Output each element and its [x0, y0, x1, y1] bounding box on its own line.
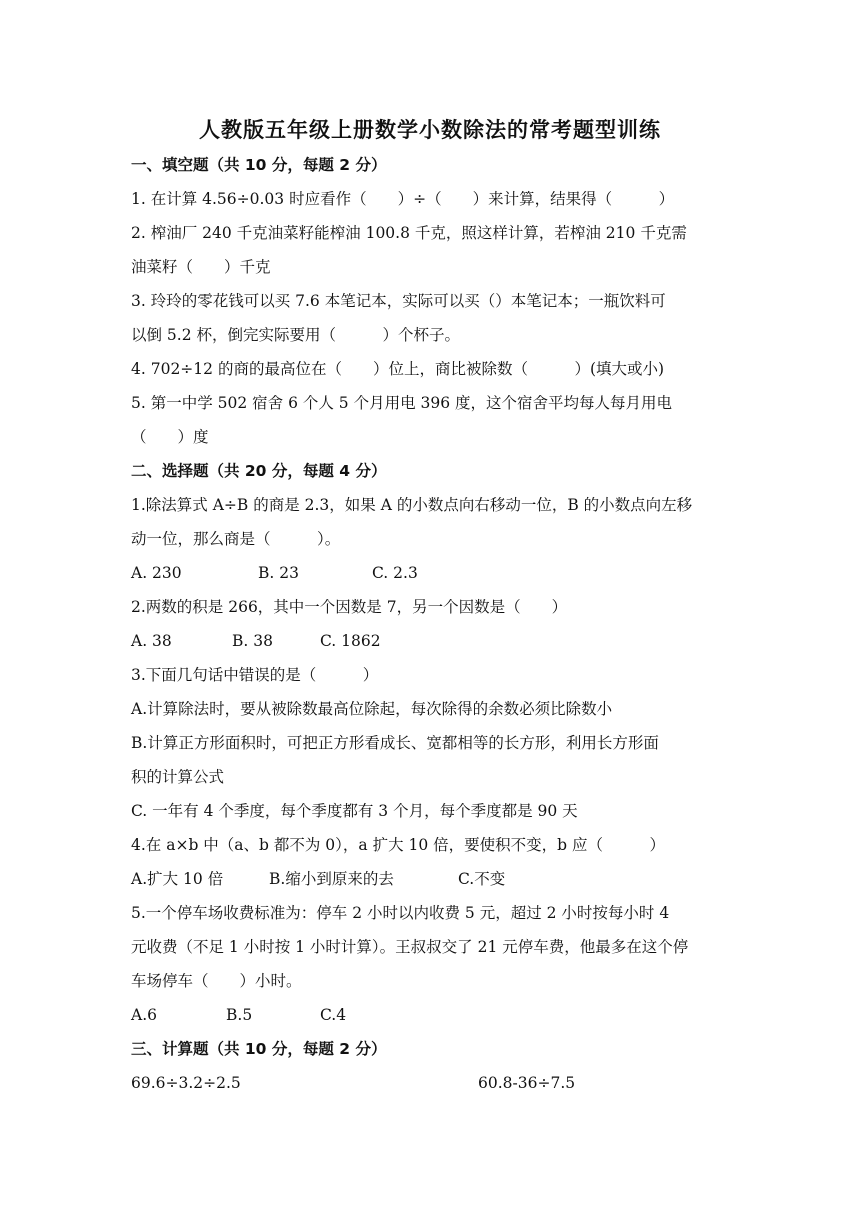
- question-text: 油菜籽（ ）千克: [131, 258, 271, 276]
- option-b: B.5: [226, 1006, 253, 1024]
- option-b: B. 38: [232, 632, 273, 650]
- option-a: A. 230: [131, 564, 182, 582]
- question-text: 积的计算公式: [131, 768, 225, 786]
- question-text: 动一位，那么商是（ ）。: [131, 530, 341, 548]
- option-c: C.4: [320, 1006, 347, 1024]
- question-text: （ ）度: [131, 428, 209, 446]
- question-text: 1.除法算式 A÷B 的商是 2.3，如果 A 的小数点向右移动一位，B 的小数点向左移: [131, 496, 693, 514]
- section-heading-calculation: 三、计算题（共 10 分，每题 2 分）: [131, 1040, 387, 1058]
- calculation-expression: 60.8-36÷7.5: [478, 1074, 576, 1092]
- option-c: C.不变: [458, 870, 506, 888]
- question-text: 1. 在计算 4.56÷0.03 时应看作（ ）÷（ ）来计算，结果得（ ）: [131, 190, 675, 208]
- option-a: A.6: [131, 1006, 157, 1024]
- section-heading-fill-in: 一、填空题（共 10 分，每题 2 分）: [131, 156, 387, 174]
- question-text: 3. 玲玲的零花钱可以买 7.6 本笔记本，实际可以买（）本笔记本；一瓶饮料可: [131, 292, 666, 310]
- option-a: A.扩大 10 倍: [131, 870, 224, 888]
- option-c: C. 2.3: [372, 564, 418, 582]
- question-text: 2.两数的积是 266，其中一个因数是 7，另一个因数是（ ）: [131, 598, 568, 616]
- question-text: B.计算正方形面积时，可把正方形看成长、宽都相等的长方形，利用长方形面: [131, 734, 659, 752]
- option-a: A. 38: [131, 632, 172, 650]
- question-text: 3.下面几句话中错误的是（ ）: [131, 666, 379, 684]
- question-text: 5.一个停车场收费标准为：停车 2 小时以内收费 5 元，超过 2 小时按每小时 4: [131, 904, 670, 922]
- question-text: C. 一年有 4 个季度，每个季度都有 3 个月，每个季度都是 90 天: [131, 802, 578, 820]
- section-heading-multiple-choice: 二、选择题（共 20 分，每题 4 分）: [131, 462, 387, 480]
- question-text: 4.在 a×b 中（a、b 都不为 0），a 扩大 10 倍，要使积不变，b 应（ ）: [131, 836, 666, 854]
- question-text: 元收费（不足 1 小时按 1 小时计算）。王叔叔交了 21 元停车费，他最多在这个停: [131, 938, 689, 956]
- question-text: A.计算除法时，要从被除数最高位除起，每次除得的余数必须比除数小: [131, 700, 613, 718]
- calculation-expression: 69.6÷3.2÷2.5: [131, 1074, 241, 1092]
- option-b: B. 23: [258, 564, 299, 582]
- question-text: 5. 第一中学 502 宿舍 6 个人 5 个月用电 396 度，这个宿舍平均每人每月用电: [131, 394, 673, 412]
- option-c: C. 1862: [320, 632, 381, 650]
- question-text: 以倒 5.2 杯，倒完实际要用（ ）个杯子。: [131, 326, 461, 344]
- question-text: 2. 榨油厂 240 千克油菜籽能榨油 100.8 千克，照这样计算，若榨油 210 千克需: [131, 224, 687, 242]
- option-b: B.缩小到原来的去: [269, 870, 394, 888]
- question-text: 车场停车（ ）小时。: [131, 972, 302, 990]
- page-title: 人教版五年级上册数学小数除法的常考题型训练: [199, 118, 661, 142]
- question-text: 4. 702÷12 的商的最高位在（ ）位上，商比被除数（ ）(填大或小): [131, 360, 665, 378]
